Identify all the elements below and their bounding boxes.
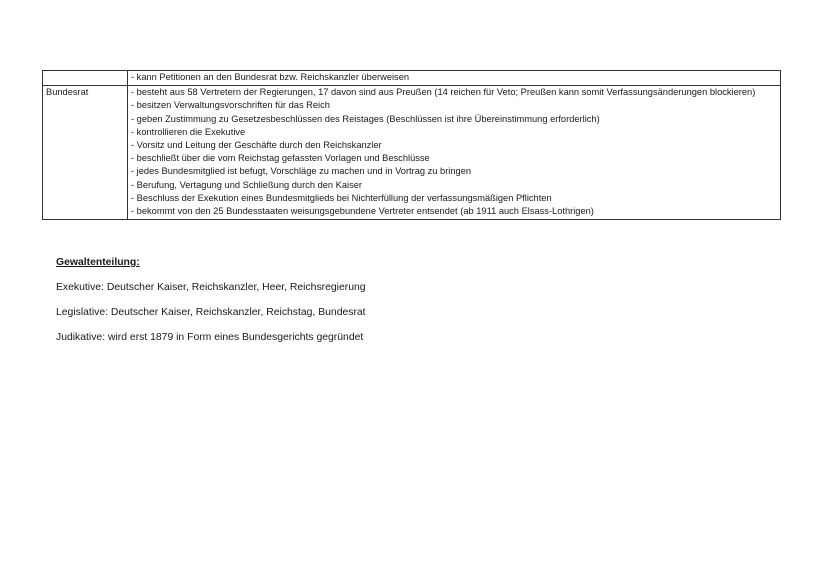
- list-item: - besteht aus 58 Vertretern der Regierungen, 17 davon sind aus Preußen (14 reichen für Veto; Preußen kann somit Verfassungsänderungen blockieren): [131, 87, 756, 98]
- list-item: - geben Zustimmung zu Gesetzesbeschlüssen des Reistages (Beschlüssen ist ihre Übereinstimmung erforderlich): [131, 113, 600, 124]
- list-item: - jedes Bundesmitglied ist befugt, Vorschläge zu machen und in Vortrag zu bringen: [131, 166, 472, 177]
- list-item: - Beschluss der Exekution eines Bundesmitglieds bei Nichterfüllung der verfassungsmäßigen Pflichten: [131, 192, 552, 203]
- list-item: - kontrollieren die Exekutive: [131, 126, 246, 137]
- table-row: [43, 86, 781, 220]
- list-item: - beschließt über die vom Reichstag gefassten Vorlagen und Beschlüsse: [131, 153, 430, 164]
- table-label-cell: [43, 71, 128, 86]
- section-line-executive: Exekutive: Deutscher Kaiser, Reichskanzler, Heer, Reichsregierung: [56, 282, 366, 293]
- table-content-cell: [128, 86, 781, 220]
- list-item: - besitzen Verwaltungsvorschriften für das Reich: [131, 100, 330, 111]
- section-line-legislative: Legislative: Deutscher Kaiser, Reichskanzler, Reichstag, Bundesrat: [56, 307, 366, 318]
- table-content-cell: [128, 71, 781, 86]
- list-item: - bekommt von den 25 Bundesstaaten weisungsgebundene Vertreter entsendet (ab 1911 auch Elsass-Lothrigen): [131, 206, 594, 217]
- list-item: - Vorsitz und Leitung der Geschäfte durch den Reichskanzler: [131, 140, 382, 151]
- table-row: [43, 71, 781, 86]
- list-item: - Berufung, Vertagung und Schließung durch den Kaiser: [131, 179, 363, 190]
- list-item: - kann Petitionen an den Bundesrat bzw. Reichskanzler überweisen: [131, 72, 410, 82]
- section-heading: Gewaltenteilung:: [56, 257, 140, 268]
- table-label-cell: Bundesrat: [43, 86, 128, 220]
- section-line-judicative: Judikative: wird erst 1879 in Form eines Bundesgerichts gegründet: [56, 332, 364, 343]
- competence-table: [42, 70, 781, 220]
- separation-of-powers-section: [56, 256, 366, 356]
